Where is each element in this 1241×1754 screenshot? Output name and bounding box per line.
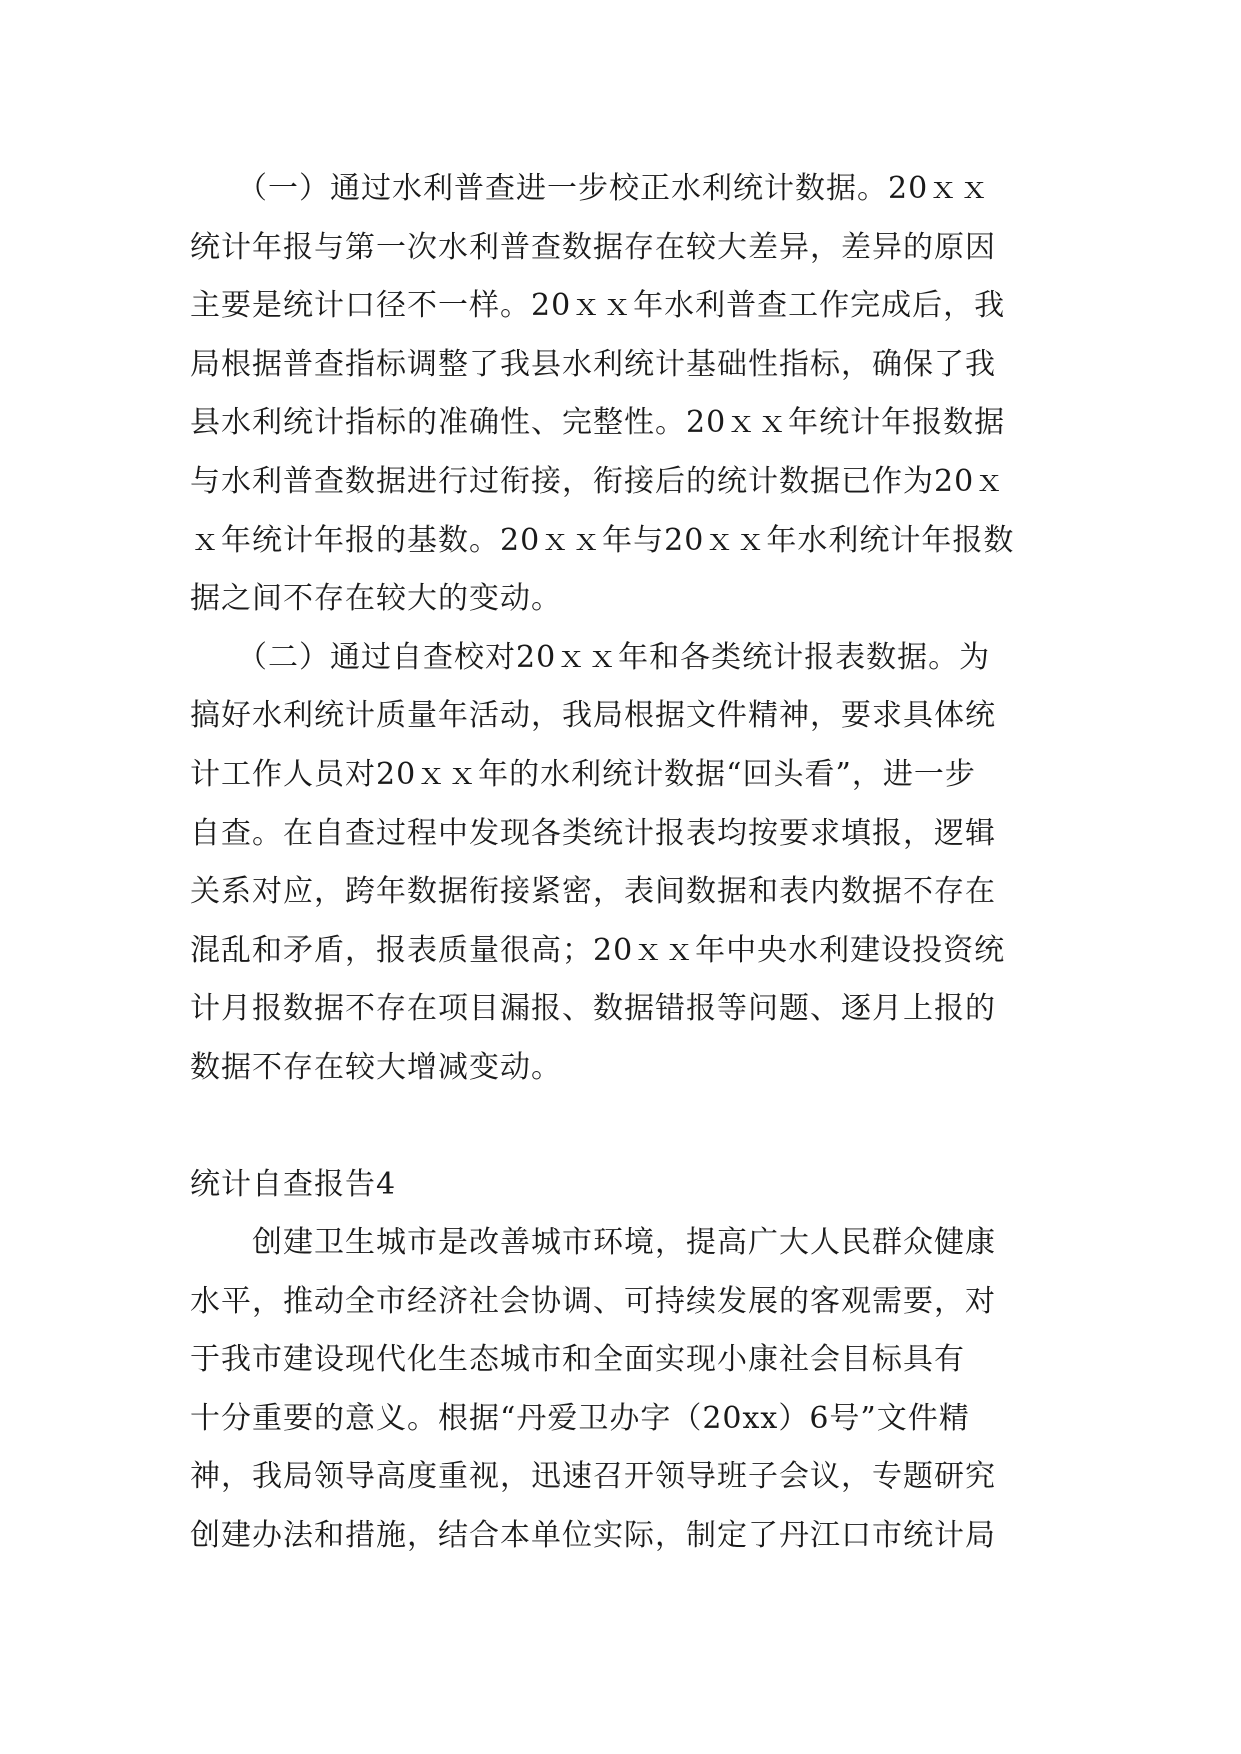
text-line: 创建卫生城市是改善城市环境，提高广大人民群众健康 [190,1225,996,1261]
text-line: 十分重要的意义。根据“丹爱卫办字（20xx）6号”文件精 [190,1400,970,1436]
text-line: 创建办法和措施，结合本单位实际，制定了丹江口市统计局 [190,1518,996,1554]
text-line: 计月报数据不存在项目漏报、数据错报等问题、逐月上报的 [190,991,996,1027]
paragraph-water-census [190,160,1050,629]
text-line: ｘ年统计年报的基数。20ｘｘ年与20ｘｘ年水利统计年报数 [190,522,1015,558]
text-line: 神，我局领导高度重视，迅速召开领导班子会议，专题研究 [190,1459,996,1495]
text-line: （二）通过自查校对20ｘｘ年和各类统计报表数据。为 [190,639,991,675]
text-line: 据之间不存在较大的变动。 [190,581,562,617]
text-line: 水平，推动全市经济社会协调、可持续发展的客观需要，对 [190,1283,996,1319]
section-gap [190,1098,1050,1156]
text-line: 搞好水利统计质量年活动，我局根据文件精神，要求具体统 [190,698,996,734]
text-line: 局根据普查指标调整了我县水利统计基础性指标，确保了我 [190,346,996,382]
text-line: 自查。在自查过程中发现各类统计报表均按要求填报，逻辑 [190,815,996,851]
text-line: 县水利统计指标的准确性、完整性。20ｘｘ年统计年报数据 [190,405,1006,441]
text-line: 与水利普查数据进行过衔接，衔接后的统计数据已作为20ｘ [190,463,1006,499]
text-line: 混乱和矛盾，报表质量很高；20ｘｘ年中央水利建设投资统 [190,932,1006,968]
text-line: 计工作人员对20ｘｘ年的水利统计数据“回头看”，进一步 [190,756,976,792]
text-line: （一）通过水利普查进一步校正水利统计数据。20ｘｘ [190,171,991,206]
paragraph-sanitary-city [190,1214,1050,1566]
text-line: 于我市建设现代化生态城市和全面实现小康社会目标具有 [190,1342,965,1378]
section-heading: 统计自查报告4 [190,1166,397,1202]
text-line: 统计年报与第一次水利普查数据存在较大差异，差异的原因 [190,229,996,265]
text-line: 数据不存在较大增减变动。 [190,1049,562,1085]
document-page [190,160,1050,1566]
text-line: 主要是统计口径不一样。20ｘｘ年水利普查工作完成后，我 [190,288,1006,324]
paragraph-self-check [190,629,1050,1098]
text-line: 关系对应，跨年数据衔接紧密，表间数据和表内数据不存在 [190,874,996,910]
